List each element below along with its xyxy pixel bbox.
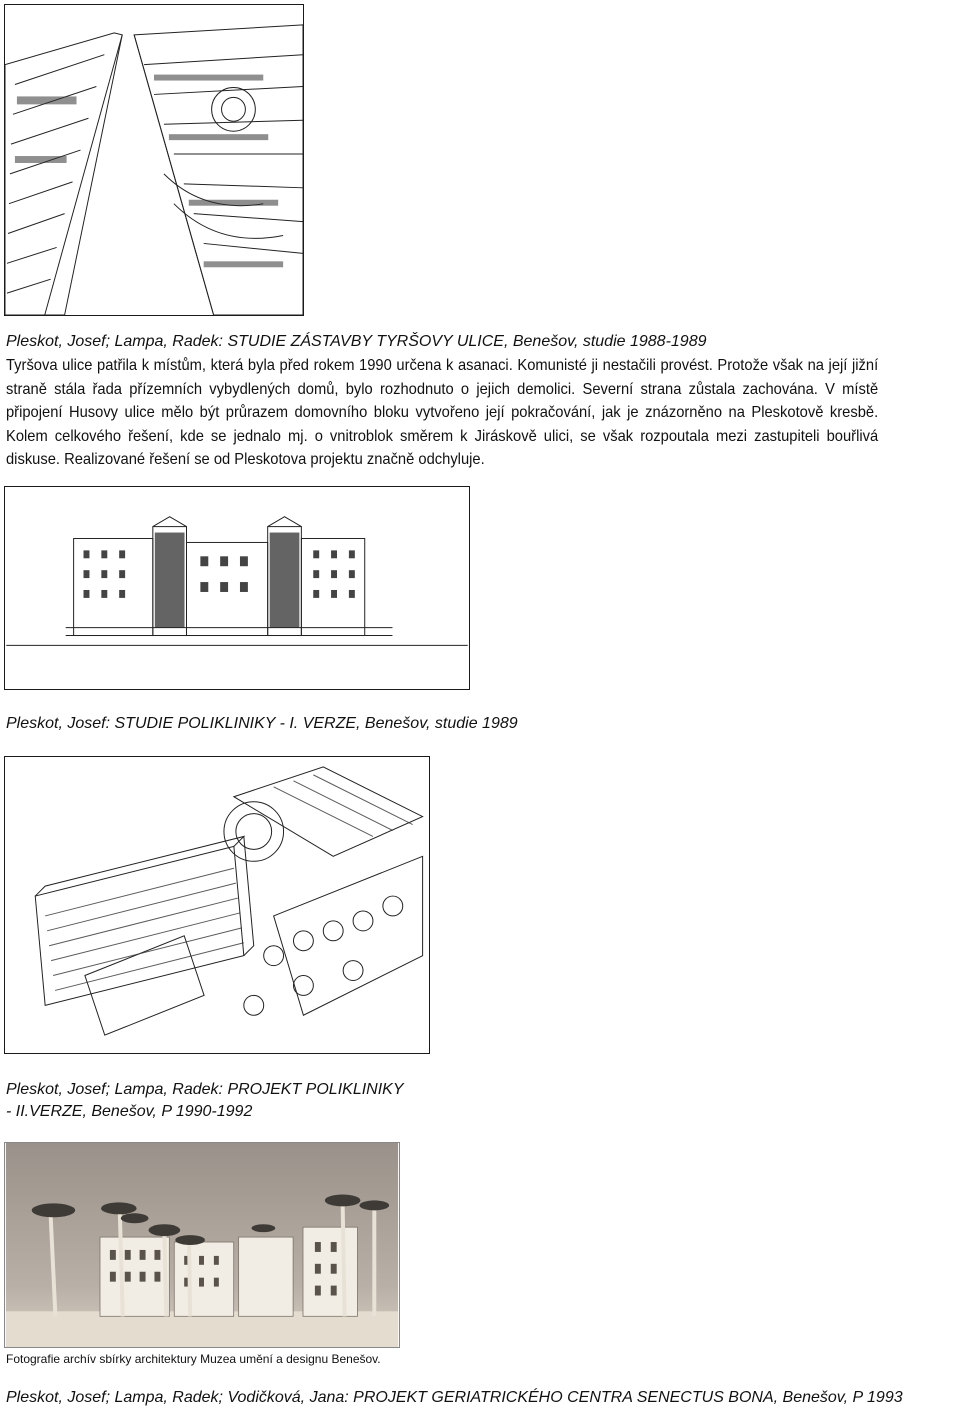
clinic-axonometric-drawing xyxy=(5,757,429,1053)
clinic-axonometric-figure xyxy=(4,756,430,1054)
body-paragraph xyxy=(6,354,878,472)
clinic-elevation-figure xyxy=(4,486,470,690)
caption-poliklinika-1: Pleskot, Josef: STUDIE POLIKLINIKY - I. VERZE, Benešov, studie 1989 xyxy=(6,715,518,732)
senectus-model-figure xyxy=(4,1142,400,1348)
caption-tyrsova: Pleskot, Josef; Lampa, Radek: STUDIE ZÁSTAVBY TYRŠOVY ULICE, Benešov, studie 1988-1989 xyxy=(6,333,707,350)
caption-senectus: Pleskot, Josef; Lampa, Radek; Vodičková, Jana: PROJEKT GERIATRICKÉHO CENTRA SENECTUS BONA, Benešov, P 1993 xyxy=(6,1389,903,1406)
senectus-model-photo xyxy=(5,1143,399,1347)
caption-poliklinika-2-line1: Pleskot, Josef; Lampa, Radek: PROJEKT POLIKLINIKY xyxy=(6,1081,404,1098)
street-sketch-figure xyxy=(4,4,304,316)
photo-credit: Fotografie archív sbírky architektury Muzea umění a designu Benešov. xyxy=(6,1352,381,1366)
body-text: Tyršova ulice patřila k místům, která byla před rokem 1990 určena k asanaci. Komunisté ji nestačili provést. Protože však na její jižní straně stála řada přízemních vybydlených domů, bylo rozhodnuto o jejich demolici. Severní strana zůstala zachována. V místě připojení Husovy ulice mělo být průrazem domovního bloku vytvořeno její pokračování, jak je znázorněno na Pleskotově kresbě. Kolem celkového řešení, kde se jednalo mj. o vnitroblok směrem k Jiráskově ulici, se však rozpoutala mezi zastupiteli bouřlivá diskuse. Realizované řešení se od Pleskotova projektu značně odchyluje. xyxy=(6,357,879,468)
clinic-elevation-drawing xyxy=(5,487,469,689)
caption-poliklinika-2-line2: - II.VERZE, Benešov, P 1990-1992 xyxy=(6,1103,253,1120)
street-sketch-drawing xyxy=(5,5,303,315)
